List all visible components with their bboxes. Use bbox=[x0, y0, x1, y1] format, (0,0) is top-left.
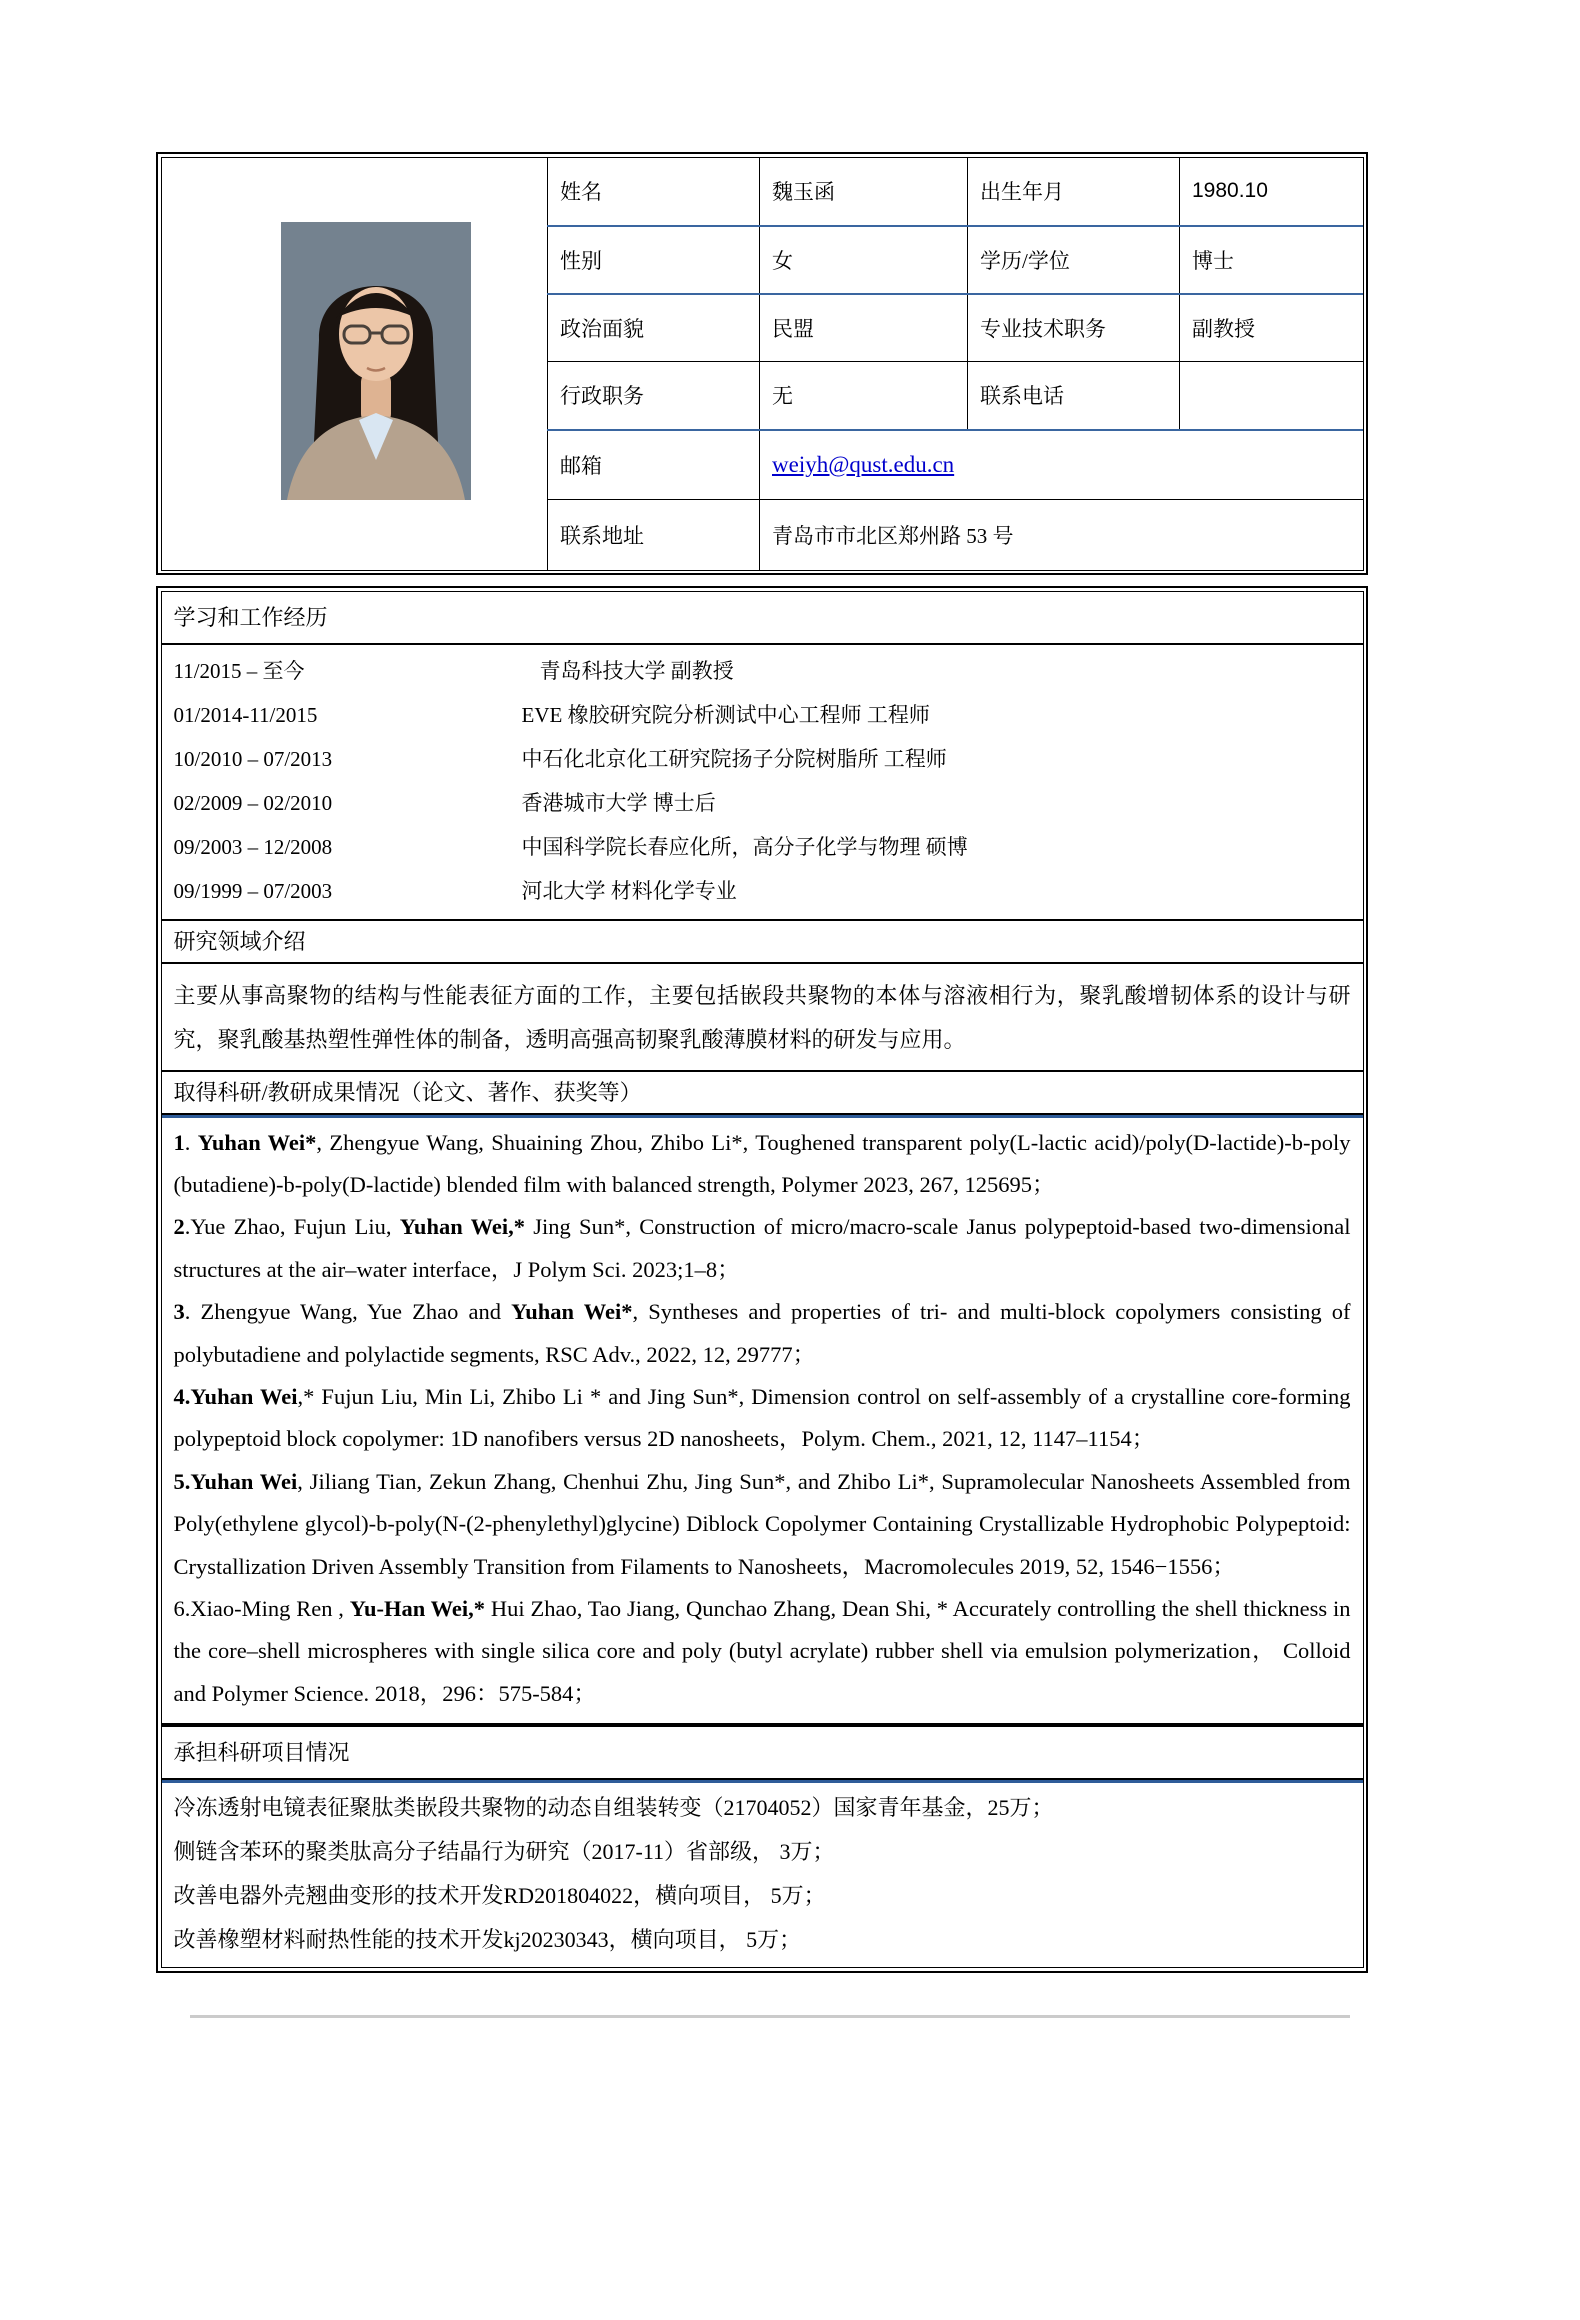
experience-row bbox=[174, 781, 1351, 825]
experience-row bbox=[174, 649, 1351, 693]
profile-table bbox=[162, 158, 1363, 570]
field-value-birth: 1980.10 bbox=[1180, 158, 1363, 226]
publication-item: 3. Zhengyue Wang, Yue Zhao and Yuhan Wei*, Syntheses and properties of tri- and multi-block copolymers consisting of polybutadiene and polylactide segments, RSC Adv., 2022, 12, 29777； bbox=[173, 1299, 1351, 1367]
footer-divider bbox=[190, 2015, 1350, 2018]
field-label-title: 专业技术职务 bbox=[968, 294, 1180, 362]
project-item: 改善橡塑材料耐热性能的技术开发kj20230343，横向项目， 5万； bbox=[173, 1927, 802, 1953]
sections-table-frame bbox=[156, 586, 1368, 1973]
experience-row bbox=[174, 693, 1351, 737]
publication-item: 5.Yuhan Wei, Jiliang Tian, Zekun Zhang, Chenhui Zhu, Jing Sun*, and Zhibo Li*, Supramolecular Nanosheets Assembled from Poly(ethylene glycol)-b-poly(N-(2-phenylethyl)glycine) Diblock Copolymer Containing Crystallizable Hydrophobic Polypeptoid: Crystallization Driven Assembly Transition from Filaments to Nanosheets，Macromolecules 2019, 52, 1546−1556； bbox=[173, 1468, 1351, 1579]
field-label-email: 邮箱 bbox=[548, 430, 760, 500]
experience-period: 10/2010 – 07/2013 bbox=[173, 746, 333, 771]
field-label-admin: 行政职务 bbox=[548, 362, 760, 430]
portrait-photo bbox=[281, 222, 471, 500]
experience-row bbox=[174, 825, 1351, 869]
experience-detail: 香港城市大学 博士后 bbox=[521, 790, 716, 815]
section-publications bbox=[162, 1115, 1363, 1726]
experience-row bbox=[174, 737, 1351, 781]
field-value-degree: 博士 bbox=[1180, 226, 1363, 294]
field-label-address: 联系地址 bbox=[548, 500, 760, 570]
publication-item: 6.Xiao-Ming Ren , Yu-Han Wei,* Hui Zhao, Tao Jiang, Qunchao Zhang, Dean Shi, * Accurately controlling the shell thickness in the core–shell microspheres with single silica core and poly (butyl acrylate) rubber shell via emulsion polymerization， Colloid and Polymer Science. 2018，296：575-584； bbox=[173, 1595, 1351, 1706]
experience-detail: 中国科学院长春应化所，高分子化学与物理 硕博 bbox=[521, 834, 968, 859]
section-title-projects: 承担科研项目情况 bbox=[162, 1725, 1363, 1780]
experience-period: 09/2003 – 12/2008 bbox=[173, 834, 333, 859]
field-label-name: 姓名 bbox=[548, 158, 760, 226]
experience-detail: 河北大学 材料化学专业 bbox=[521, 878, 737, 903]
experience-detail: 中石化北京化工研究院扬子分院树脂所 工程师 bbox=[521, 746, 947, 771]
field-label-degree: 学历/学位 bbox=[968, 226, 1180, 294]
field-label-phone: 联系电话 bbox=[968, 362, 1180, 430]
section-research-intro: 主要从事高聚物的结构与性能表征方面的工作，主要包括嵌段共聚物的本体与溶液相行为，聚乳酸增韧体系的设计与研究，聚乳酸基热塑性弹性体的制备，透明高强高韧聚乳酸薄膜材料的研发与应用。 bbox=[162, 964, 1363, 1072]
project-item: 侧链含苯环的聚类肽高分子结晶行为研究（2017-11）省部级， 3万； bbox=[173, 1839, 835, 1865]
experience-row bbox=[174, 869, 1351, 913]
profile-table-frame bbox=[156, 152, 1368, 575]
section-title-research-intro: 研究领域介绍 bbox=[162, 921, 1363, 964]
field-label-political: 政治面貌 bbox=[548, 294, 760, 362]
field-value-title: 副教授 bbox=[1180, 294, 1363, 362]
field-label-gender: 性别 bbox=[548, 226, 760, 294]
experience-detail: EVE 橡胶研究院分析测试中心工程师 工程师 bbox=[521, 702, 930, 727]
email-link[interactable]: weiyh@qust.edu.cn bbox=[772, 451, 955, 477]
section-title-achievements: 取得科研/教研成果情况（论文、著作、获奖等） bbox=[162, 1072, 1363, 1115]
project-item: 冷冻透射电镜表征聚肽类嵌段共聚物的动态自组装转变（21704052）国家青年基金，25万； bbox=[173, 1795, 1054, 1821]
experience-period: 01/2014-11/2015 bbox=[173, 702, 318, 727]
field-value-admin: 无 bbox=[760, 362, 968, 430]
field-value-gender: 女 bbox=[760, 226, 968, 294]
section-title-experience: 学习和工作经历 bbox=[162, 592, 1363, 645]
field-value-name: 魏玉函 bbox=[760, 158, 968, 226]
experience-period: 09/1999 – 07/2003 bbox=[173, 878, 333, 903]
field-value-phone bbox=[1180, 362, 1363, 430]
publication-item: 1. Yuhan Wei*, Zhengyue Wang, Shuaining Zhou, Zhibo Li*, Toughened transparent poly(L-lactic acid)/poly(D-lactide)-b-poly (butadiene)-b-poly(D-lactide) blended film with balanced strength, Polymer 2023, 267, 125695； bbox=[173, 1129, 1351, 1197]
photo-cell bbox=[162, 158, 548, 570]
section-experience bbox=[162, 645, 1363, 921]
publication-item: 2.Yue Zhao, Fujun Liu, Yuhan Wei,* Jing Sun*, Construction of micro/macro-scale Janus polypeptoid-based two-dimensional structures at the air–water interface，J Polym Sci. 2023;1–8； bbox=[173, 1214, 1351, 1282]
field-label-birth: 出生年月 bbox=[968, 158, 1180, 226]
experience-period: 02/2009 – 02/2010 bbox=[173, 790, 333, 815]
experience-period: 11/2015 – 至今 bbox=[173, 658, 305, 683]
cv-document bbox=[156, 152, 1368, 2018]
field-value-email-cell bbox=[760, 430, 1363, 500]
experience-detail: 青岛科技大学 副教授 bbox=[539, 658, 734, 683]
project-item: 改善电器外壳翘曲变形的技术开发RD201804022，横向项目， 5万； bbox=[173, 1883, 826, 1909]
field-value-political: 民盟 bbox=[760, 294, 968, 362]
field-value-address: 青岛市市北区郑州路 53 号 bbox=[760, 500, 1363, 570]
section-projects bbox=[162, 1780, 1363, 1967]
publication-item: 4.Yuhan Wei,* Fujun Liu, Min Li, Zhibo Li * and Jing Sun*, Dimension control on self-assembly of a crystalline core-forming polypeptoid block copolymer: 1D nanofibers versus 2D nanosheets，Polym. Chem., 2021, 12, 1147–1154； bbox=[173, 1383, 1351, 1452]
table-gap bbox=[156, 575, 1368, 586]
